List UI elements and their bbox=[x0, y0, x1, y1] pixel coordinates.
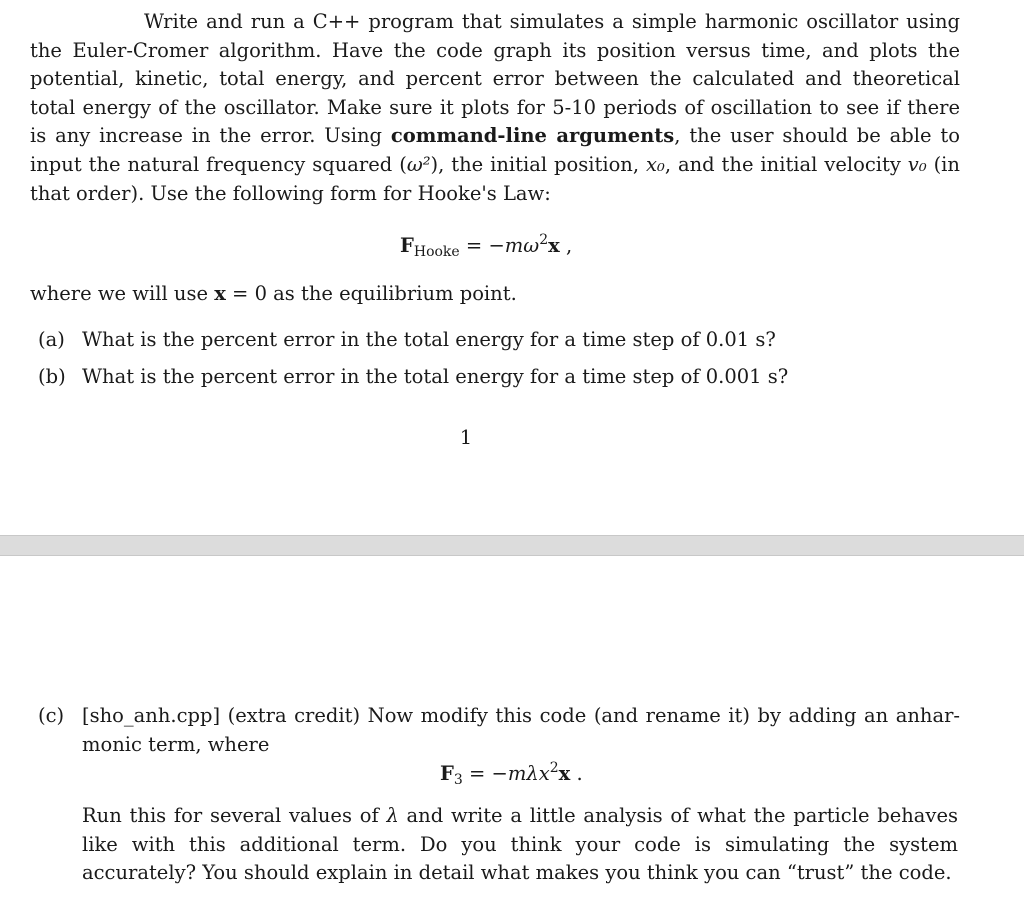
question-c bbox=[38, 702, 960, 759]
page-2 bbox=[0, 556, 1024, 898]
intro-paragraph: Write and run a C++ program that simulates a simple harmonic oscillator using the Euler-Cromer algorithm. Have the code graph its position versus time, and plots the potential, kinetic, total energy, and percent error between the calculated and theoretical total energy of the oscillator. Make sure it plots for 5-10 periods of oscillation to see if there is any increase in the error. Using command-line arguments, the user should be able to input the natural frequency squared (ω²), the initial position, x₀, and the initial velocity v₀ (in that order). Use the following form for Hooke's Law: bbox=[30, 10, 960, 205]
equilibrium-sentence: where we will use x = 0 as the equilibrium point. bbox=[30, 282, 517, 305]
omega-squared: ω² bbox=[406, 152, 431, 176]
anharmonic-equation: $F_3 = -m\lambda x^2x$ . bbox=[440, 760, 583, 788]
question-c-text: [sho_anh.cpp] (extra credit) Now modify this code (and rename it) by adding an anhar- monic term, where bbox=[82, 704, 960, 756]
x0-symbol: x₀ bbox=[646, 152, 665, 176]
question-c-label: (c) bbox=[38, 704, 65, 727]
question-a: (a) What is the percent error in the total energy for a time step of 0.01 s? bbox=[38, 328, 776, 351]
command-line-arguments-term: command-line arguments bbox=[390, 124, 675, 148]
v0-symbol: v₀ bbox=[907, 152, 927, 176]
lambda-symbol: λ bbox=[386, 804, 399, 827]
hooke-law-equation: $F_{Hooke} = -m\omega^2x$ , bbox=[400, 232, 573, 260]
analysis-paragraph: Run this for several values of λ and write a little analysis of what the particle behaves like with this additional term. Do you think your code is simulating the system accurately? You should explain in detail what makes you think you can “trust” the code. bbox=[82, 804, 958, 885]
page-separator bbox=[0, 535, 1024, 556]
question-b: (b) What is the percent error in the total energy for a time step of 0.001 s? bbox=[38, 365, 789, 388]
page-number: 1 bbox=[459, 426, 473, 449]
